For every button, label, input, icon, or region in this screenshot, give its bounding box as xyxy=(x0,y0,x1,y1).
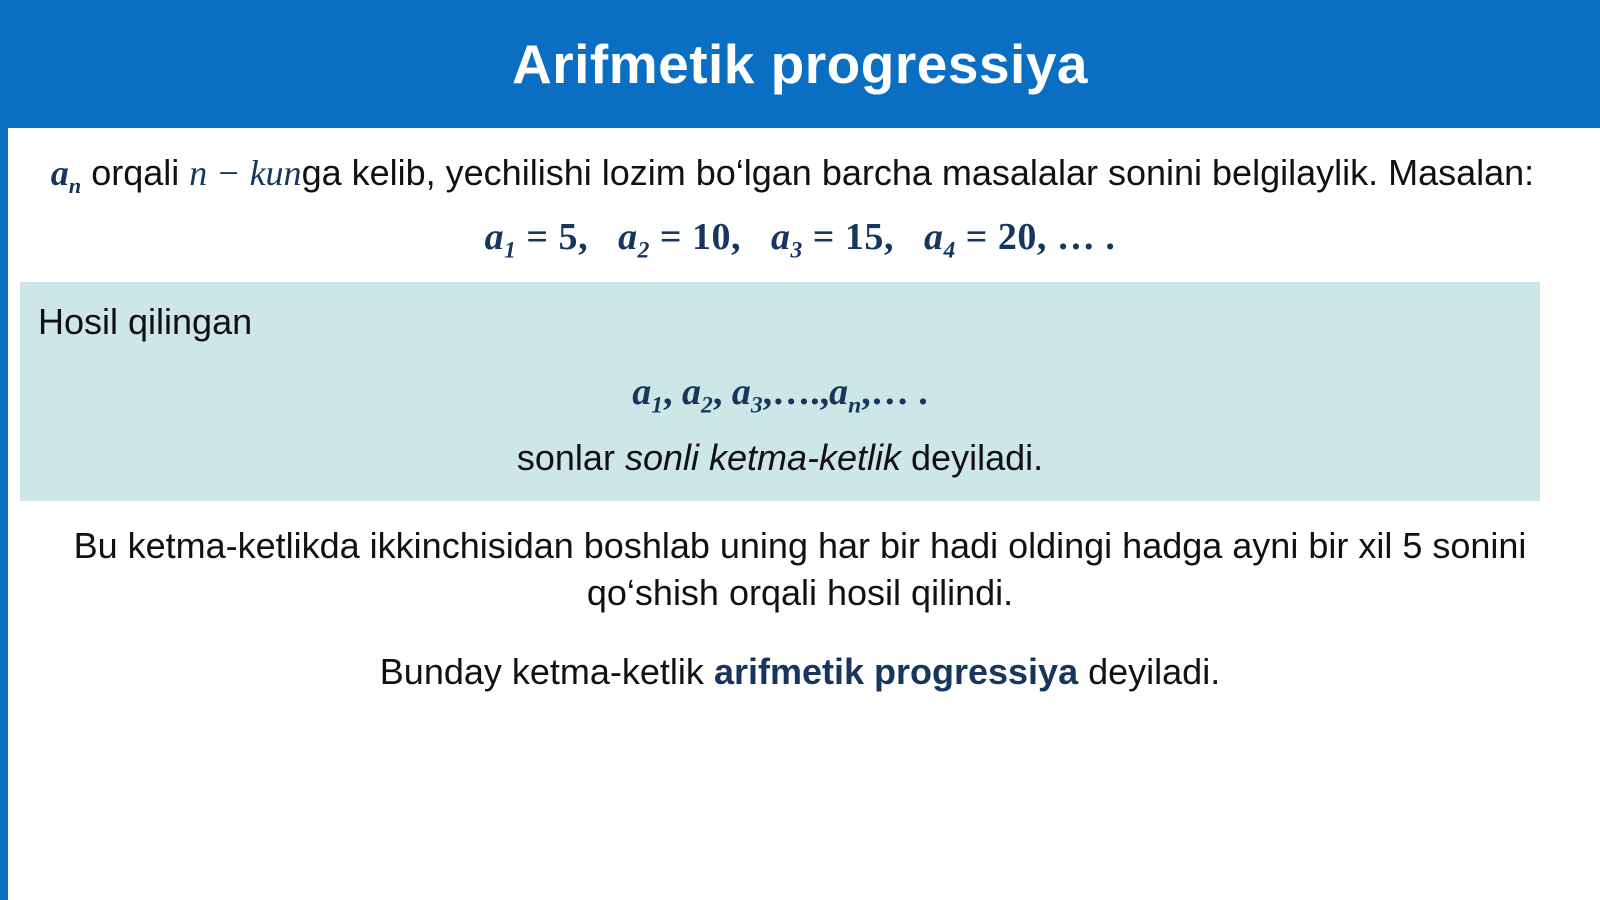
paragraph-conclusion xyxy=(0,651,1600,693)
title-bar xyxy=(0,0,1600,128)
seq-2-sep: , xyxy=(712,370,723,413)
seq-term-1 xyxy=(632,370,673,419)
example-term-2 xyxy=(618,215,741,264)
example-2-name: a xyxy=(618,215,638,258)
example-1-value: = 5 xyxy=(526,215,579,258)
intro-math-phrase: n − kun xyxy=(189,153,302,193)
seq-term-2 xyxy=(682,370,723,419)
slide-content xyxy=(0,128,1600,693)
panel-label: Hosil qilingan xyxy=(38,301,253,343)
example-1-name: a xyxy=(484,215,505,258)
seq-3-index: 3 xyxy=(750,392,763,419)
example-3-sep: , xyxy=(883,215,894,258)
seq-3-name: a xyxy=(731,370,751,413)
seq-4-name: a xyxy=(829,370,849,413)
seq-2-name: a xyxy=(682,370,702,413)
example-3-index: 3 xyxy=(790,237,803,264)
symbol-a-letter: a xyxy=(50,153,69,193)
seq-1-name: a xyxy=(632,370,652,413)
examples-line xyxy=(0,215,1600,265)
example-2-index: 2 xyxy=(637,237,650,264)
conclusion-after: deyiladi. xyxy=(1078,650,1221,692)
caption-term: sonli ketma-ketlik xyxy=(624,437,902,479)
seq-term-4 xyxy=(829,370,928,419)
seq-1-index: 1 xyxy=(651,392,664,419)
example-1-sep: , xyxy=(578,215,589,258)
example-4-value: = 20 xyxy=(965,215,1037,258)
example-term-1 xyxy=(484,215,589,264)
seq-4-index: n xyxy=(848,392,862,419)
page-title: Arifmetik progressiya xyxy=(512,32,1088,95)
seq-4-sep: ,… . xyxy=(861,370,928,413)
example-3-name: a xyxy=(771,215,791,258)
sequence-line xyxy=(20,370,1540,420)
example-3-value: = 15 xyxy=(812,215,884,258)
caption-after: deyiladi. xyxy=(901,437,1044,479)
example-term-4 xyxy=(923,215,1116,264)
conclusion-highlight: arifmetik progressiya xyxy=(713,650,1079,692)
intro-text-after-symbol: orqali xyxy=(81,152,190,193)
seq-3-sep: ,…., xyxy=(762,370,830,413)
conclusion-before: Bunday ketma-ketlik xyxy=(379,650,714,692)
example-4-name: a xyxy=(923,215,944,258)
symbol-a-n xyxy=(50,153,82,199)
symbol-a-subscript: n xyxy=(68,173,82,199)
intro-text-tail: ga kelib, yechilishi lozim bo‘lgan barcha masalalar sonini belgilaylik. Masalan: xyxy=(301,152,1535,193)
intro-paragraph xyxy=(0,128,1600,201)
panel-caption xyxy=(20,437,1540,479)
seq-term-3 xyxy=(731,370,830,419)
example-1-index: 1 xyxy=(504,237,517,264)
example-2-value: = 10 xyxy=(659,215,731,258)
example-4-sep: , … . xyxy=(1036,215,1116,258)
example-term-3 xyxy=(771,215,894,264)
seq-2-index: 2 xyxy=(701,392,713,419)
example-4-index: 4 xyxy=(943,237,956,264)
paragraph-explanation: Bu ketma-ketlikda ikkinchisidan boshlab uning har bir hadi oldingi hadga ayni bir xil 5 sonini qo‘shish orqali hosil qilindi. xyxy=(73,525,1527,613)
seq-1-sep: , xyxy=(663,370,673,413)
example-2-sep: , xyxy=(731,215,741,258)
caption-before: sonlar xyxy=(516,437,625,479)
definition-panel xyxy=(20,282,1540,501)
